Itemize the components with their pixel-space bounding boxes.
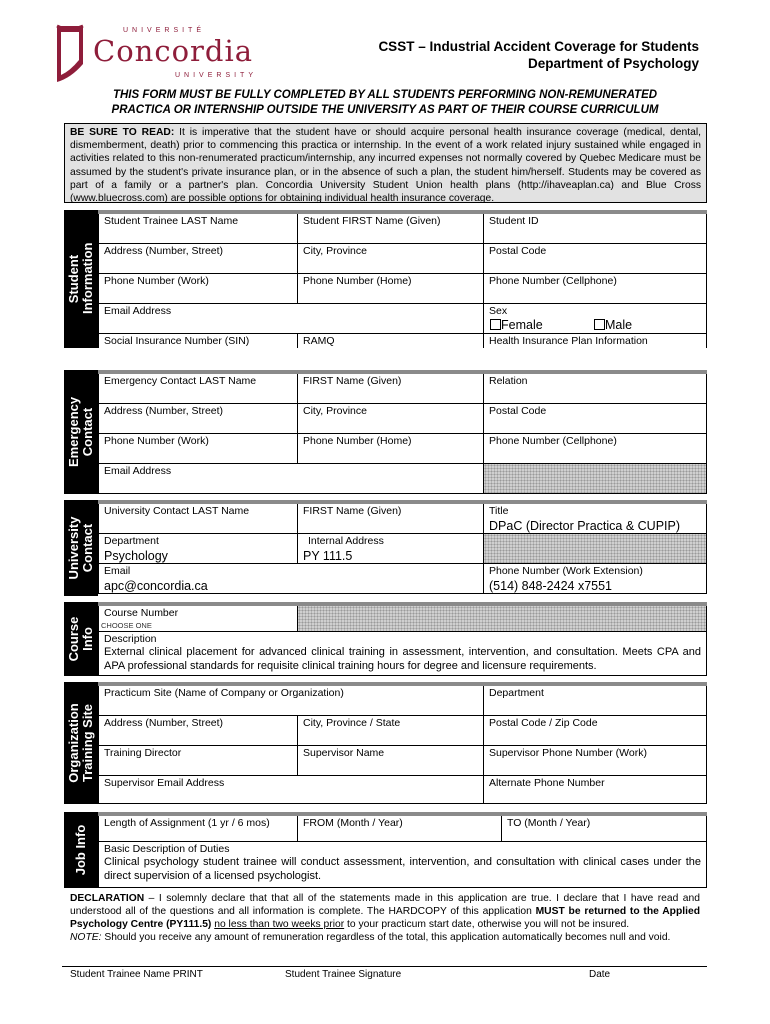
student-id-field[interactable]: Student ID	[483, 214, 707, 244]
student-postal-field[interactable]: Postal Code	[483, 244, 707, 274]
duties-description-field[interactable]: Basic Description of Duties Clinical psychology student trainee will conduct assessment, intervention, and consultation with clinical cases under the direct supervision of a licensed psychologist.	[98, 842, 707, 888]
assignment-length-field[interactable]: Length of Assignment (1 yr / 6 mos)	[98, 816, 298, 842]
student-sin-field[interactable]: Social Insurance Number (SIN)	[98, 334, 298, 348]
student-health-plan-field[interactable]: Health Insurance Plan Information	[483, 334, 707, 348]
organization-training-site-section	[64, 682, 707, 804]
section-heading-emergency: Emergency Contact	[64, 370, 98, 494]
student-information-section	[64, 210, 707, 348]
university-first-name-field[interactable]: FIRST Name (Given)	[297, 504, 484, 534]
university-phone-field[interactable]: Phone Number (Work Extension) (514) 848-2424 x7551	[483, 564, 707, 594]
org-postal-field[interactable]: Postal Code / Zip Code	[483, 716, 707, 746]
emergency-phone-work-field[interactable]: Phone Number (Work)	[98, 434, 298, 464]
logo-name: Concordia	[93, 34, 254, 68]
emergency-shaded-cell	[483, 464, 707, 494]
logo-top-text: UNIVERSITÉ	[123, 27, 206, 34]
supervisor-phone-field[interactable]: Supervisor Phone Number (Work)	[483, 746, 707, 776]
student-address-field[interactable]: Address (Number, Street)	[98, 244, 298, 274]
declaration-text: DECLARATION – I solemnly declare that that all of the statements made in this application are true. I declare that I have read and understood all of the questions and all information is complete. The HARDCOPY of this application MUST be returned to the Applied Psychology Centre (PY111.5) no less than two weeks prior to your practicum start date, otherwise you will not be insured. NOTE: Should you receive any amount of remuneration regardless of the total, this application automatically becomes null and void.	[70, 893, 700, 943]
student-city-field[interactable]: City, Province	[297, 244, 484, 274]
sex-female-option[interactable]: Female	[490, 318, 543, 332]
from-date-field[interactable]: FROM (Month / Year)	[297, 816, 502, 842]
concordia-logo	[55, 24, 285, 84]
male-checkbox[interactable]	[594, 319, 605, 330]
university-internal-value: PY 111.5	[303, 549, 353, 563]
org-city-field[interactable]: City, Province / State	[297, 716, 484, 746]
org-address-field[interactable]: Address (Number, Street)	[98, 716, 298, 746]
university-department-value: Psychology	[104, 549, 168, 563]
notice-line1: THIS FORM MUST BE FULLY COMPLETED BY ALL STUDENTS PERFORMING NON-REMUNERATED	[112, 89, 658, 101]
form-title-line1: CSST – Industrial Accident Coverage for Students	[378, 39, 699, 54]
course-description-value: External clinical placement for advanced clinical training in assessment, intervention, and consultation. Meets CPA and APA professional standards for requisite clinical training hours for degree and licensure requirements.	[104, 646, 701, 672]
signature-line[interactable]	[62, 966, 707, 967]
be-sure-heading: BE SURE TO READ:	[70, 127, 175, 138]
emergency-city-field[interactable]: City, Province	[297, 404, 484, 434]
emergency-relation-field[interactable]: Relation	[483, 374, 707, 404]
trainee-name-label: Student Trainee Name PRINT	[70, 969, 203, 980]
training-director-field[interactable]: Training Director	[98, 746, 298, 776]
org-department-field[interactable]: Department	[483, 686, 707, 716]
note-label: NOTE:	[70, 932, 102, 943]
emergency-contact-section	[64, 370, 707, 494]
form-title	[378, 38, 699, 72]
duties-description-value: Clinical psychology student trainee will conduct assessment, intervention, and consultation with clinical cases under the direct supervision of a licensed psychologist.	[104, 856, 701, 882]
logo-bottom-text: UNIVERSITY	[175, 72, 258, 79]
student-phone-cell-field[interactable]: Phone Number (Cellphone)	[483, 274, 707, 304]
form-title-line2: Department of Psychology	[527, 56, 699, 71]
emergency-address-field[interactable]: Address (Number, Street)	[98, 404, 298, 434]
university-last-name-field[interactable]: University Contact LAST Name	[98, 504, 298, 534]
emergency-first-name-field[interactable]: FIRST Name (Given)	[297, 374, 484, 404]
course-shaded-cell	[297, 606, 707, 632]
university-contact-section	[64, 500, 707, 596]
student-phone-home-field[interactable]: Phone Number (Home)	[297, 274, 484, 304]
student-ramq-field[interactable]: RAMQ	[297, 334, 484, 348]
university-phone-value: (514) 848-2424 x7551	[489, 579, 613, 593]
university-email-field[interactable]: Email apc@concordia.ca	[98, 564, 484, 594]
insurance-notice-box	[64, 123, 707, 203]
declaration-heading: DECLARATION	[70, 893, 145, 904]
student-email-field[interactable]: Email Address	[98, 304, 484, 334]
practicum-site-field[interactable]: Practicum Site (Name of Company or Organization)	[98, 686, 484, 716]
course-choose-dropdown[interactable]: CHOOSE ONE	[101, 621, 152, 630]
student-last-name-field[interactable]: Student Trainee LAST Name	[98, 214, 298, 244]
notice-line2: PRACTICA OR INTERNSHIP OUTSIDE THE UNIVERSITY AS PART OF THEIR COURSE CURRICULUM	[111, 104, 659, 116]
emergency-phone-cell-field[interactable]: Phone Number (Cellphone)	[483, 434, 707, 464]
supervisor-email-field[interactable]: Supervisor Email Address	[98, 776, 484, 804]
university-email-value: apc@concordia.ca	[104, 579, 208, 593]
trainee-signature-label: Student Trainee Signature	[285, 969, 402, 980]
course-info-section	[64, 602, 707, 676]
sex-male-option[interactable]: Male	[594, 318, 632, 332]
course-number-field[interactable]: Course Number CHOOSE ONE	[98, 606, 298, 632]
female-checkbox[interactable]	[490, 319, 501, 330]
alternate-phone-field[interactable]: Alternate Phone Number	[483, 776, 707, 804]
be-sure-text: It is imperative that the student have or should acquire personal health insurance coverage (medical, dental, dismemberment, death) prior to commencing this practica or internship. In the event of a work related injury sustained while engaged in activities related to this non-renumerated practicum/internship, any incurred expenses not normally covered by Quebec Medicare must be assumed by the student's private insurance plan, or in the absence of such a plan, the student him/herself. Students may be covered as part of a family or a partner's plan. Concordia University Student Union health plans (http://ihaveaplan.ca) and Blue Cross (www.bluecross.com) are possible options for obtaining individual health insurance coverage.	[70, 127, 701, 205]
student-sex-field: Sex Female Male	[483, 304, 707, 334]
emergency-postal-field[interactable]: Postal Code	[483, 404, 707, 434]
student-phone-work-field[interactable]: Phone Number (Work)	[98, 274, 298, 304]
student-first-name-field[interactable]: Student FIRST Name (Given)	[297, 214, 484, 244]
emergency-last-name-field[interactable]: Emergency Contact LAST Name	[98, 374, 298, 404]
university-department-field[interactable]: Department Psychology	[98, 534, 298, 564]
job-info-section	[64, 812, 707, 888]
section-heading-course: Course Info	[64, 602, 98, 676]
to-date-field[interactable]: TO (Month / Year)	[501, 816, 707, 842]
university-title-value: DPaC (Director Practica & CUPIP)	[489, 519, 681, 533]
course-description-field[interactable]: Description External clinical placement for advanced clinical training in assessment, intervention, and consultation. Meets CPA and APA professional standards for requisite clinical training hours for degree and licensure requirements.	[98, 632, 707, 676]
section-heading-job: Job Info	[64, 812, 98, 888]
date-label: Date	[589, 969, 611, 980]
university-title-field[interactable]: Title DPaC (Director Practica & CUPIP)	[483, 504, 707, 534]
section-heading-university: University Contact	[64, 500, 98, 596]
completion-notice	[60, 88, 710, 118]
section-heading-organization: Organization Training Site	[64, 682, 98, 804]
university-shaded-cell	[483, 534, 707, 564]
supervisor-name-field[interactable]: Supervisor Name	[297, 746, 484, 776]
university-internal-address-field[interactable]: Internal Address PY 111.5	[297, 534, 484, 564]
section-heading-student: Student Information	[64, 210, 98, 348]
emergency-email-field[interactable]: Email Address	[98, 464, 484, 494]
emergency-phone-home-field[interactable]: Phone Number (Home)	[297, 434, 484, 464]
